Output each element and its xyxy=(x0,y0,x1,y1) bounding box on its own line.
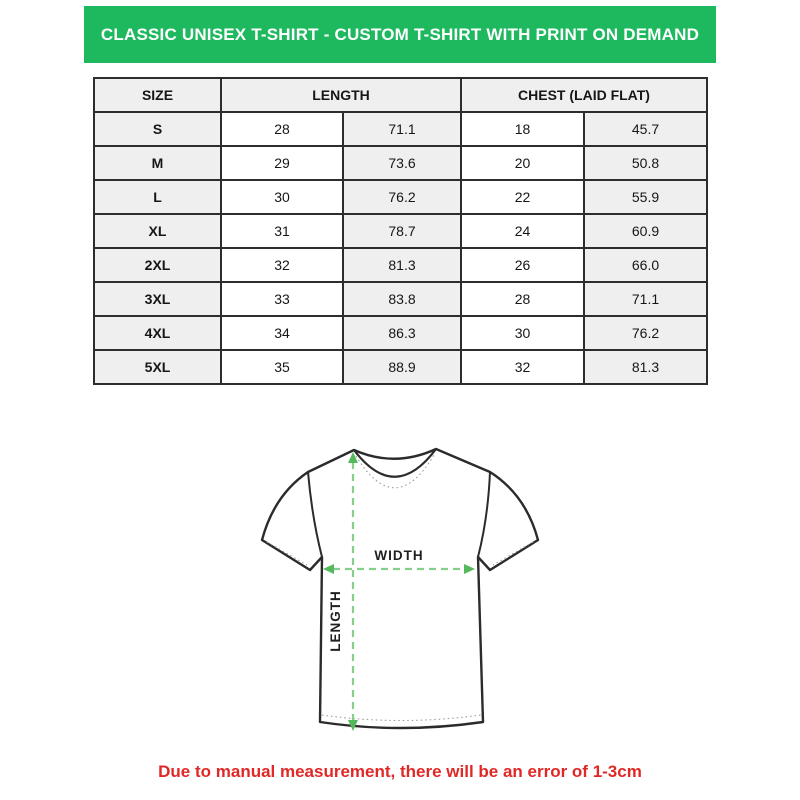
cell-length-a: 31 xyxy=(221,214,343,248)
cell-length-a: 34 xyxy=(221,316,343,350)
cell-size: S xyxy=(94,112,221,146)
size-table xyxy=(93,77,708,385)
cell-length-b: 83.8 xyxy=(343,282,461,316)
cell-size: XL xyxy=(94,214,221,248)
header-chest: CHEST (LAID FLAT) xyxy=(461,78,707,112)
table-row xyxy=(94,350,707,384)
cell-chest-b: 71.1 xyxy=(584,282,707,316)
cell-size: 3XL xyxy=(94,282,221,316)
cell-chest-b: 45.7 xyxy=(584,112,707,146)
tshirt-outline xyxy=(262,449,538,728)
cell-length-b: 76.2 xyxy=(343,180,461,214)
cell-size: 4XL xyxy=(94,316,221,350)
header-size: SIZE xyxy=(94,78,221,112)
cell-chest-a: 24 xyxy=(461,214,584,248)
cell-length-b: 81.3 xyxy=(343,248,461,282)
cell-chest-a: 18 xyxy=(461,112,584,146)
cell-chest-b: 66.0 xyxy=(584,248,707,282)
cell-length-a: 29 xyxy=(221,146,343,180)
table-row xyxy=(94,146,707,180)
table-row xyxy=(94,316,707,350)
table-row xyxy=(94,112,707,146)
cell-chest-b: 50.8 xyxy=(584,146,707,180)
title-banner xyxy=(84,6,716,63)
cell-length-a: 30 xyxy=(221,180,343,214)
cell-chest-a: 26 xyxy=(461,248,584,282)
tshirt-diagram xyxy=(250,443,550,743)
measurement-note: Due to manual measurement, there will be an error of 1-3cm xyxy=(158,762,642,781)
cell-chest-b: 76.2 xyxy=(584,316,707,350)
table-row xyxy=(94,248,707,282)
cell-chest-b: 60.9 xyxy=(584,214,707,248)
cell-size: 5XL xyxy=(94,350,221,384)
table-row xyxy=(94,214,707,248)
cell-chest-a: 20 xyxy=(461,146,584,180)
cell-length-a: 33 xyxy=(221,282,343,316)
cell-size: L xyxy=(94,180,221,214)
header-length: LENGTH xyxy=(221,78,461,112)
size-table-body xyxy=(94,112,707,384)
cell-chest-a: 28 xyxy=(461,282,584,316)
cell-length-b: 73.6 xyxy=(343,146,461,180)
table-row xyxy=(94,180,707,214)
cell-chest-b: 55.9 xyxy=(584,180,707,214)
table-header-row xyxy=(94,78,707,112)
table-row xyxy=(94,282,707,316)
cell-chest-a: 22 xyxy=(461,180,584,214)
cell-size: M xyxy=(94,146,221,180)
cell-chest-a: 32 xyxy=(461,350,584,384)
cell-length-b: 88.9 xyxy=(343,350,461,384)
cell-length-b: 71.1 xyxy=(343,112,461,146)
cell-size: 2XL xyxy=(94,248,221,282)
page-title: CLASSIC UNISEX T-SHIRT - CUSTOM T-SHIRT WITH PRINT ON DEMAND xyxy=(100,24,700,44)
length-label: LENGTH xyxy=(328,590,343,652)
cell-length-a: 32 xyxy=(221,248,343,282)
cell-length-a: 35 xyxy=(221,350,343,384)
cell-length-a: 28 xyxy=(221,112,343,146)
cell-length-b: 86.3 xyxy=(343,316,461,350)
cell-chest-b: 81.3 xyxy=(584,350,707,384)
cell-chest-a: 30 xyxy=(461,316,584,350)
width-label: WIDTH xyxy=(374,548,424,563)
cell-length-b: 78.7 xyxy=(343,214,461,248)
